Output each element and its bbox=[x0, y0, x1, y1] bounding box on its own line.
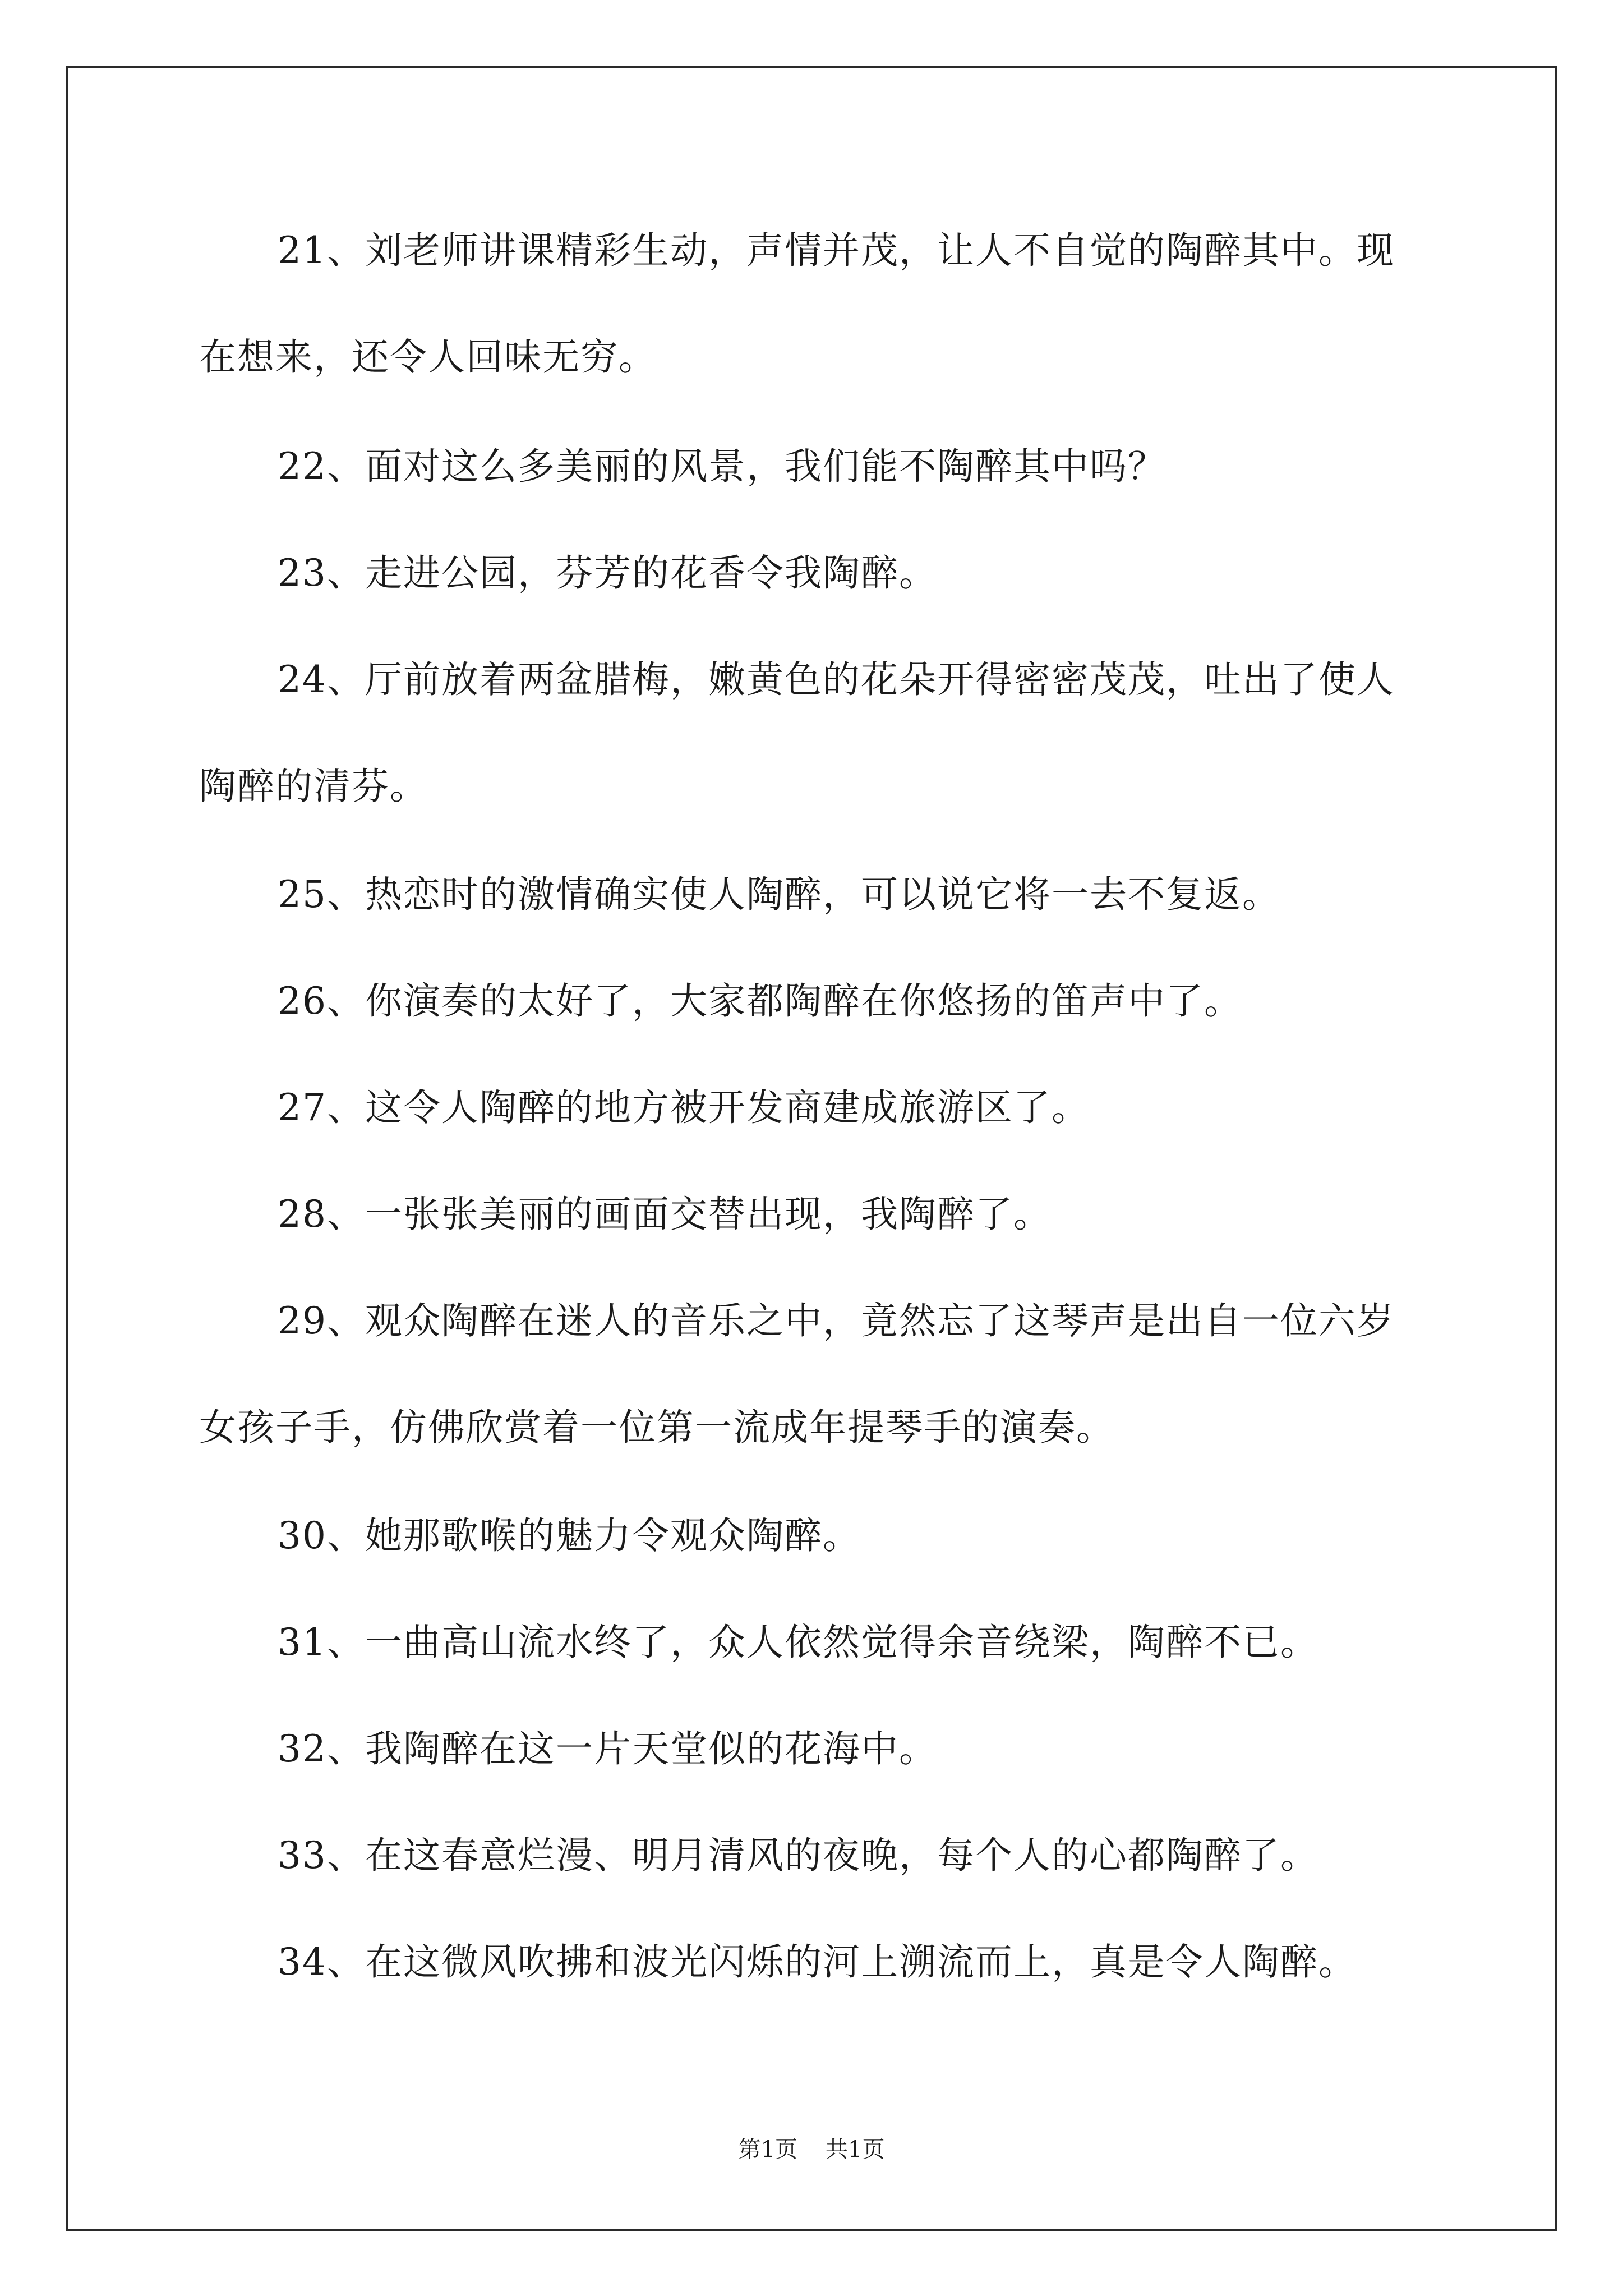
paragraph-32: 32、我陶醉在这一片天堂似的花海中。 bbox=[278, 1727, 937, 1770]
paragraph-28: 28、一张张美丽的画面交替出现，我陶醉了。 bbox=[278, 1193, 1052, 1236]
paragraph-22: 22、面对这么多美丽的风景，我们能不陶醉其中吗？ bbox=[278, 445, 1166, 488]
paragraph-25: 25、热恋时的激情确实使人陶醉，可以说它将一去不复返。 bbox=[278, 873, 1280, 916]
paragraph-29: 29、观众陶醉在迷人的音乐之中，竟然忘了这琴声是出自一位六岁女孩子手，仿佛欣赏着一位第一流成年提琴手的演奏。 bbox=[199, 1299, 1395, 1449]
paragraph-21: 21、刘老师讲课精彩生动，声情并茂，让人不自觉的陶醉其中。现在想来，还令人回味无穷。 bbox=[199, 229, 1395, 379]
paragraph-31: 31、一曲高山流水终了，众人依然觉得余音绕梁，陶醉不已。 bbox=[278, 1621, 1318, 1664]
paragraph-30: 30、她那歌喉的魅力令观众陶醉。 bbox=[278, 1514, 861, 1557]
paragraph-34: 34、在这微风吹拂和波光闪烁的河上溯流而上，真是令人陶醉。 bbox=[278, 1940, 1357, 1984]
paragraph-23: 23、走进公园，芬芳的花香令我陶醉。 bbox=[278, 551, 937, 595]
paragraph-27: 27、这令人陶醉的地方被开发商建成旅游区了。 bbox=[278, 1086, 1090, 1129]
paragraph-24: 24、厅前放着两盆腊梅，嫩黄色的花朵开得密密茂茂，吐出了使人陶醉的清芬。 bbox=[199, 658, 1395, 808]
paragraph-26: 26、你演奏的太好了，大家都陶醉在你悠扬的笛声中了。 bbox=[278, 979, 1242, 1023]
paragraph-33: 33、在这春意烂漫、明月清风的夜晚，每个人的心都陶醉了。 bbox=[278, 1834, 1318, 1877]
page-footer bbox=[0, 2132, 1623, 2164]
page-number-total: 共1页 bbox=[826, 2137, 885, 2162]
page-number-current: 第1页 bbox=[738, 2137, 797, 2162]
